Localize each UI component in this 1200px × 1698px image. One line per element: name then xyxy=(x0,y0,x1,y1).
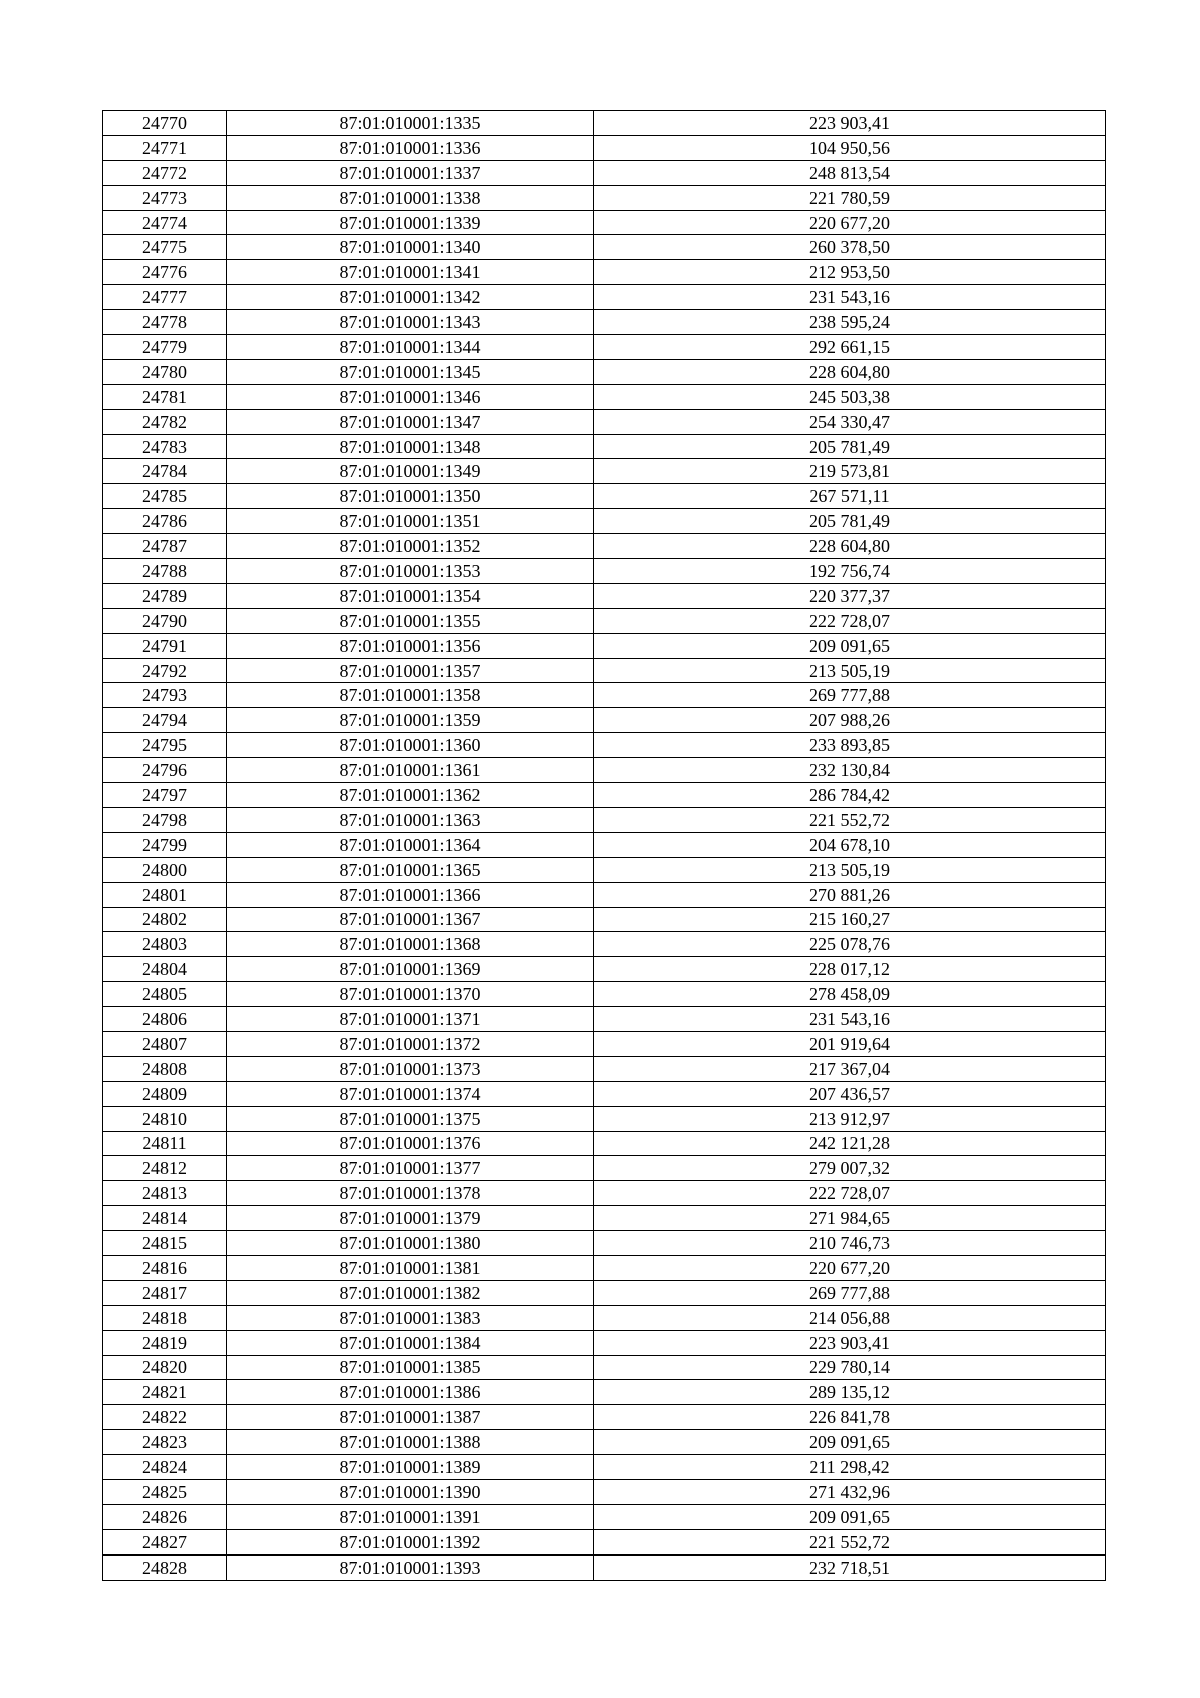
cadastral-value-cell: 238 595,24 xyxy=(594,310,1106,335)
cadastral-value-cell: 231 543,16 xyxy=(594,285,1106,310)
cadastral-number-cell: 87:01:010001:1360 xyxy=(227,733,594,758)
row-number-cell: 24794 xyxy=(103,708,227,733)
table-row xyxy=(103,1479,1106,1504)
table-row xyxy=(103,658,1106,683)
table-row xyxy=(103,1405,1106,1430)
cadastral-value-cell: 217 367,04 xyxy=(594,1056,1106,1081)
cadastral-number-cell: 87:01:010001:1368 xyxy=(227,932,594,957)
cadastral-value-cell: 220 377,37 xyxy=(594,583,1106,608)
cadastral-number-cell: 87:01:010001:1339 xyxy=(227,210,594,235)
cadastral-number-cell: 87:01:010001:1352 xyxy=(227,534,594,559)
table-row xyxy=(103,285,1106,310)
table-row xyxy=(103,857,1106,882)
table-row xyxy=(103,733,1106,758)
table-row xyxy=(103,1430,1106,1455)
row-number-cell: 24801 xyxy=(103,882,227,907)
row-number-cell: 24799 xyxy=(103,832,227,857)
row-number-cell: 24775 xyxy=(103,235,227,260)
row-number-cell: 24817 xyxy=(103,1280,227,1305)
cadastral-value-cell: 205 781,49 xyxy=(594,509,1106,534)
cadastral-value-cell: 232 718,51 xyxy=(594,1555,1106,1580)
row-number-cell: 24828 xyxy=(103,1555,227,1580)
row-number-cell: 24821 xyxy=(103,1380,227,1405)
table-row xyxy=(103,832,1106,857)
cadastral-value-cell: 192 756,74 xyxy=(594,559,1106,584)
row-number-cell: 24815 xyxy=(103,1231,227,1256)
table-row xyxy=(103,210,1106,235)
cadastral-number-cell: 87:01:010001:1378 xyxy=(227,1181,594,1206)
table-row xyxy=(103,1255,1106,1280)
cadastral-value-cell: 215 160,27 xyxy=(594,907,1106,932)
cadastral-value-cell: 269 777,88 xyxy=(594,1280,1106,1305)
cadastral-value-cell: 223 903,41 xyxy=(594,111,1106,136)
cadastral-number-cell: 87:01:010001:1337 xyxy=(227,160,594,185)
row-number-cell: 24783 xyxy=(103,434,227,459)
table-row xyxy=(103,583,1106,608)
cadastral-number-cell: 87:01:010001:1359 xyxy=(227,708,594,733)
row-number-cell: 24793 xyxy=(103,683,227,708)
row-number-cell: 24813 xyxy=(103,1181,227,1206)
table-row xyxy=(103,1330,1106,1355)
row-number-cell: 24803 xyxy=(103,932,227,957)
cadastral-value-cell: 222 728,07 xyxy=(594,608,1106,633)
cadastral-value-cell: 213 505,19 xyxy=(594,857,1106,882)
cadastral-value-cell: 201 919,64 xyxy=(594,1031,1106,1056)
table-row xyxy=(103,1280,1106,1305)
cadastral-value-cell: 207 988,26 xyxy=(594,708,1106,733)
row-number-cell: 24822 xyxy=(103,1405,227,1430)
row-number-cell: 24810 xyxy=(103,1106,227,1131)
table-row xyxy=(103,235,1106,260)
cadastral-number-cell: 87:01:010001:1341 xyxy=(227,260,594,285)
cadastral-value-cell: 267 571,11 xyxy=(594,484,1106,509)
table-row xyxy=(103,708,1106,733)
table-row xyxy=(103,359,1106,384)
cadastral-value-cell: 205 781,49 xyxy=(594,434,1106,459)
row-number-cell: 24770 xyxy=(103,111,227,136)
row-number-cell: 24795 xyxy=(103,733,227,758)
row-number-cell: 24778 xyxy=(103,310,227,335)
table-row xyxy=(103,807,1106,832)
row-number-cell: 24811 xyxy=(103,1131,227,1156)
table-row xyxy=(103,1031,1106,1056)
row-number-cell: 24782 xyxy=(103,409,227,434)
cadastral-number-cell: 87:01:010001:1343 xyxy=(227,310,594,335)
cadastral-value-cell: 228 604,80 xyxy=(594,359,1106,384)
row-number-cell: 24784 xyxy=(103,459,227,484)
row-number-cell: 24824 xyxy=(103,1455,227,1480)
cadastral-value-cell: 213 912,97 xyxy=(594,1106,1106,1131)
table-row xyxy=(103,509,1106,534)
row-number-cell: 24816 xyxy=(103,1255,227,1280)
table-row xyxy=(103,1156,1106,1181)
row-number-cell: 24785 xyxy=(103,484,227,509)
cadastral-value-cell: 232 130,84 xyxy=(594,758,1106,783)
cadastral-number-cell: 87:01:010001:1383 xyxy=(227,1305,594,1330)
row-number-cell: 24804 xyxy=(103,957,227,982)
table-row xyxy=(103,1380,1106,1405)
row-number-cell: 24788 xyxy=(103,559,227,584)
row-number-cell: 24773 xyxy=(103,185,227,210)
cadastral-number-cell: 87:01:010001:1358 xyxy=(227,683,594,708)
cadastral-number-cell: 87:01:010001:1391 xyxy=(227,1504,594,1529)
cadastral-number-cell: 87:01:010001:1363 xyxy=(227,807,594,832)
cadastral-number-cell: 87:01:010001:1336 xyxy=(227,135,594,160)
cadastral-value-cell: 269 777,88 xyxy=(594,683,1106,708)
table-row xyxy=(103,1504,1106,1529)
cadastral-value-cell: 211 298,42 xyxy=(594,1455,1106,1480)
table-row xyxy=(103,1007,1106,1032)
cadastral-value-cell: 233 893,85 xyxy=(594,733,1106,758)
cadastral-number-cell: 87:01:010001:1350 xyxy=(227,484,594,509)
cadastral-number-cell: 87:01:010001:1389 xyxy=(227,1455,594,1480)
cadastral-value-cell: 226 841,78 xyxy=(594,1405,1106,1430)
row-number-cell: 24807 xyxy=(103,1031,227,1056)
cadastral-number-cell: 87:01:010001:1365 xyxy=(227,857,594,882)
table-row xyxy=(103,409,1106,434)
cadastral-value-cell: 225 078,76 xyxy=(594,932,1106,957)
cadastral-number-cell: 87:01:010001:1362 xyxy=(227,783,594,808)
table-row xyxy=(103,335,1106,360)
table-row xyxy=(103,111,1106,136)
row-number-cell: 24789 xyxy=(103,583,227,608)
row-number-cell: 24777 xyxy=(103,285,227,310)
table-row xyxy=(103,260,1106,285)
table-row xyxy=(103,1106,1106,1131)
cadastral-value-cell: 228 017,12 xyxy=(594,957,1106,982)
cadastral-value-cell: 204 678,10 xyxy=(594,832,1106,857)
row-number-cell: 24825 xyxy=(103,1479,227,1504)
table-row xyxy=(103,185,1106,210)
row-number-cell: 24791 xyxy=(103,633,227,658)
table-row xyxy=(103,932,1106,957)
cadastral-number-cell: 87:01:010001:1345 xyxy=(227,359,594,384)
cadastral-number-cell: 87:01:010001:1349 xyxy=(227,459,594,484)
cadastral-number-cell: 87:01:010001:1369 xyxy=(227,957,594,982)
row-number-cell: 24808 xyxy=(103,1056,227,1081)
cadastral-value-cell: 271 432,96 xyxy=(594,1479,1106,1504)
cadastral-value-cell: 260 378,50 xyxy=(594,235,1106,260)
row-number-cell: 24771 xyxy=(103,135,227,160)
table-row xyxy=(103,957,1106,982)
row-number-cell: 24806 xyxy=(103,1007,227,1032)
cadastral-value-cell: 213 505,19 xyxy=(594,658,1106,683)
table-row xyxy=(103,1555,1106,1580)
cadastral-value-table xyxy=(102,110,1106,1581)
cadastral-number-cell: 87:01:010001:1335 xyxy=(227,111,594,136)
table-row xyxy=(103,758,1106,783)
cadastral-number-cell: 87:01:010001:1376 xyxy=(227,1131,594,1156)
row-number-cell: 24819 xyxy=(103,1330,227,1355)
cadastral-value-cell: 245 503,38 xyxy=(594,384,1106,409)
cadastral-value-cell: 214 056,88 xyxy=(594,1305,1106,1330)
cadastral-value-cell: 222 728,07 xyxy=(594,1181,1106,1206)
table-row xyxy=(103,907,1106,932)
cadastral-value-cell: 278 458,09 xyxy=(594,982,1106,1007)
table-row xyxy=(103,783,1106,808)
cadastral-number-cell: 87:01:010001:1367 xyxy=(227,907,594,932)
cadastral-number-cell: 87:01:010001:1379 xyxy=(227,1206,594,1231)
cadastral-number-cell: 87:01:010001:1346 xyxy=(227,384,594,409)
cadastral-value-cell: 221 552,72 xyxy=(594,807,1106,832)
row-number-cell: 24826 xyxy=(103,1504,227,1529)
cadastral-value-cell: 209 091,65 xyxy=(594,633,1106,658)
cadastral-value-cell: 286 784,42 xyxy=(594,783,1106,808)
cadastral-number-cell: 87:01:010001:1393 xyxy=(227,1555,594,1580)
cadastral-value-cell: 279 007,32 xyxy=(594,1156,1106,1181)
table-row xyxy=(103,608,1106,633)
cadastral-number-cell: 87:01:010001:1387 xyxy=(227,1405,594,1430)
table-row xyxy=(103,1206,1106,1231)
table-row xyxy=(103,534,1106,559)
row-number-cell: 24805 xyxy=(103,982,227,1007)
cadastral-number-cell: 87:01:010001:1353 xyxy=(227,559,594,584)
cadastral-value-cell: 104 950,56 xyxy=(594,135,1106,160)
table-row xyxy=(103,882,1106,907)
cadastral-number-cell: 87:01:010001:1380 xyxy=(227,1231,594,1256)
cadastral-value-cell: 210 746,73 xyxy=(594,1231,1106,1256)
cadastral-number-cell: 87:01:010001:1372 xyxy=(227,1031,594,1056)
table-row xyxy=(103,434,1106,459)
table-row xyxy=(103,160,1106,185)
table-row xyxy=(103,683,1106,708)
table-row xyxy=(103,1081,1106,1106)
cadastral-number-cell: 87:01:010001:1381 xyxy=(227,1255,594,1280)
cadastral-number-cell: 87:01:010001:1342 xyxy=(227,285,594,310)
row-number-cell: 24781 xyxy=(103,384,227,409)
row-number-cell: 24796 xyxy=(103,758,227,783)
table-row xyxy=(103,1231,1106,1256)
cadastral-number-cell: 87:01:010001:1356 xyxy=(227,633,594,658)
cadastral-number-cell: 87:01:010001:1374 xyxy=(227,1081,594,1106)
cadastral-number-cell: 87:01:010001:1361 xyxy=(227,758,594,783)
cadastral-number-cell: 87:01:010001:1354 xyxy=(227,583,594,608)
table-row xyxy=(103,1305,1106,1330)
cadastral-number-cell: 87:01:010001:1388 xyxy=(227,1430,594,1455)
row-number-cell: 24776 xyxy=(103,260,227,285)
table-body xyxy=(103,111,1106,1581)
row-number-cell: 24800 xyxy=(103,857,227,882)
cadastral-number-cell: 87:01:010001:1338 xyxy=(227,185,594,210)
cadastral-value-cell: 228 604,80 xyxy=(594,534,1106,559)
cadastral-value-cell: 221 780,59 xyxy=(594,185,1106,210)
row-number-cell: 24809 xyxy=(103,1081,227,1106)
cadastral-value-cell: 207 436,57 xyxy=(594,1081,1106,1106)
table-row xyxy=(103,135,1106,160)
cadastral-number-cell: 87:01:010001:1386 xyxy=(227,1380,594,1405)
row-number-cell: 24827 xyxy=(103,1529,227,1554)
cadastral-number-cell: 87:01:010001:1390 xyxy=(227,1479,594,1504)
cadastral-value-cell: 229 780,14 xyxy=(594,1355,1106,1380)
cadastral-number-cell: 87:01:010001:1370 xyxy=(227,982,594,1007)
cadastral-number-cell: 87:01:010001:1340 xyxy=(227,235,594,260)
cadastral-value-cell: 221 552,72 xyxy=(594,1529,1106,1554)
cadastral-number-cell: 87:01:010001:1351 xyxy=(227,509,594,534)
table-row xyxy=(103,1131,1106,1156)
row-number-cell: 24812 xyxy=(103,1156,227,1181)
row-number-cell: 24786 xyxy=(103,509,227,534)
table-row xyxy=(103,559,1106,584)
table-row xyxy=(103,633,1106,658)
table-row xyxy=(103,1529,1106,1554)
cadastral-value-cell: 220 677,20 xyxy=(594,1255,1106,1280)
row-number-cell: 24779 xyxy=(103,335,227,360)
row-number-cell: 24814 xyxy=(103,1206,227,1231)
cadastral-value-cell: 248 813,54 xyxy=(594,160,1106,185)
row-number-cell: 24780 xyxy=(103,359,227,384)
cadastral-value-cell: 209 091,65 xyxy=(594,1504,1106,1529)
cadastral-value-cell: 231 543,16 xyxy=(594,1007,1106,1032)
cadastral-number-cell: 87:01:010001:1371 xyxy=(227,1007,594,1032)
cadastral-value-cell: 270 881,26 xyxy=(594,882,1106,907)
table-row xyxy=(103,459,1106,484)
cadastral-value-cell: 209 091,65 xyxy=(594,1430,1106,1455)
cadastral-value-cell: 242 121,28 xyxy=(594,1131,1106,1156)
cadastral-number-cell: 87:01:010001:1377 xyxy=(227,1156,594,1181)
cadastral-number-cell: 87:01:010001:1373 xyxy=(227,1056,594,1081)
cadastral-number-cell: 87:01:010001:1375 xyxy=(227,1106,594,1131)
table-row xyxy=(103,384,1106,409)
cadastral-value-cell: 212 953,50 xyxy=(594,260,1106,285)
cadastral-number-cell: 87:01:010001:1357 xyxy=(227,658,594,683)
cadastral-number-cell: 87:01:010001:1347 xyxy=(227,409,594,434)
table-row xyxy=(103,484,1106,509)
row-number-cell: 24790 xyxy=(103,608,227,633)
row-number-cell: 24798 xyxy=(103,807,227,832)
table-row xyxy=(103,1056,1106,1081)
cadastral-number-cell: 87:01:010001:1392 xyxy=(227,1529,594,1554)
row-number-cell: 24802 xyxy=(103,907,227,932)
table-row xyxy=(103,310,1106,335)
table-row xyxy=(103,1355,1106,1380)
row-number-cell: 24772 xyxy=(103,160,227,185)
table-row xyxy=(103,1455,1106,1480)
cadastral-number-cell: 87:01:010001:1364 xyxy=(227,832,594,857)
cadastral-number-cell: 87:01:010001:1382 xyxy=(227,1280,594,1305)
row-number-cell: 24818 xyxy=(103,1305,227,1330)
cadastral-number-cell: 87:01:010001:1366 xyxy=(227,882,594,907)
cadastral-value-cell: 219 573,81 xyxy=(594,459,1106,484)
row-number-cell: 24774 xyxy=(103,210,227,235)
cadastral-value-cell: 254 330,47 xyxy=(594,409,1106,434)
row-number-cell: 24797 xyxy=(103,783,227,808)
table-row xyxy=(103,982,1106,1007)
cadastral-value-cell: 220 677,20 xyxy=(594,210,1106,235)
cadastral-number-cell: 87:01:010001:1344 xyxy=(227,335,594,360)
row-number-cell: 24787 xyxy=(103,534,227,559)
row-number-cell: 24820 xyxy=(103,1355,227,1380)
cadastral-value-cell: 289 135,12 xyxy=(594,1380,1106,1405)
cadastral-number-cell: 87:01:010001:1348 xyxy=(227,434,594,459)
cadastral-number-cell: 87:01:010001:1355 xyxy=(227,608,594,633)
cadastral-value-cell: 223 903,41 xyxy=(594,1330,1106,1355)
cadastral-number-cell: 87:01:010001:1385 xyxy=(227,1355,594,1380)
cadastral-value-cell: 292 661,15 xyxy=(594,335,1106,360)
row-number-cell: 24792 xyxy=(103,658,227,683)
cadastral-value-cell: 271 984,65 xyxy=(594,1206,1106,1231)
table-row xyxy=(103,1181,1106,1206)
row-number-cell: 24823 xyxy=(103,1430,227,1455)
cadastral-number-cell: 87:01:010001:1384 xyxy=(227,1330,594,1355)
